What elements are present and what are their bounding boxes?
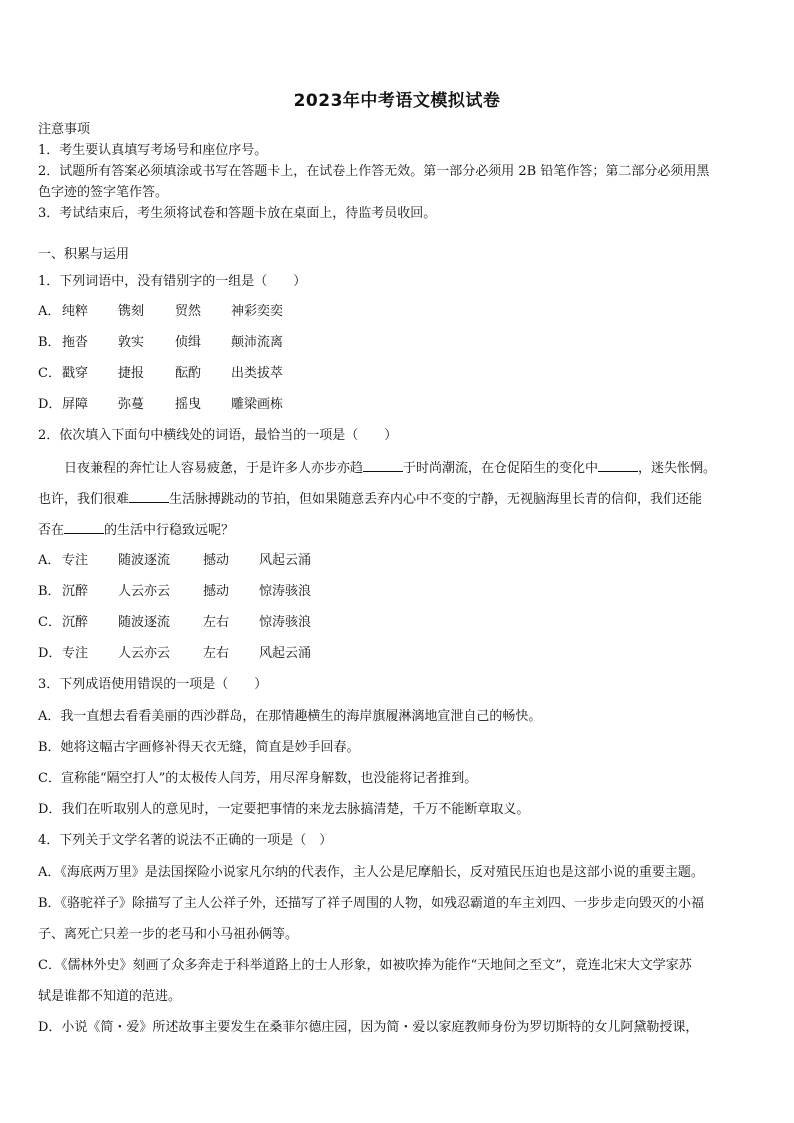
option-word: 屏障 xyxy=(62,397,89,412)
option-word: 镌刻 xyxy=(118,304,145,319)
section-heading: 一、积累与运用 xyxy=(38,247,130,262)
question-2-option-b xyxy=(38,583,758,601)
fill-blank xyxy=(64,521,104,534)
option-word: 专注 xyxy=(62,646,89,661)
passage-text: 生活脉搏跳动的节拍，但如果随意丢弃内心中不变的宁静，无视脑海里长青的信仰，我们还能 xyxy=(169,492,703,507)
option-word: 神彩奕奕 xyxy=(231,304,284,319)
option-word: 专注 xyxy=(62,553,89,568)
passage-text: 于时尚潮流，在仓促陌生的变化中 xyxy=(403,461,599,476)
question-2-option-d xyxy=(38,645,758,663)
question-3-option-b: B．她将这幅古字画修补得天衣无缝，简直是妙手回春。 xyxy=(38,740,360,755)
question-4-option-d: D．小说《简・爱》所述故事主要发生在桑菲尔德庄园，因为简・爱以家庭教师身份为罗切斯特的女儿阿黛勒授课， xyxy=(38,1020,699,1035)
question-2-passage xyxy=(64,459,758,478)
question-2-option-a xyxy=(38,552,758,570)
option-word: 左右 xyxy=(203,646,230,661)
notice-item: 3．考试结束后，考生须将试卷和答题卡放在桌面上，待监考员收回。 xyxy=(38,206,437,221)
passage-text: 日夜兼程的奔忙让人容易疲惫，于是许多人亦步亦趋 xyxy=(64,461,364,476)
option-word: 撼动 xyxy=(203,553,230,568)
question-3-option-a: A．我一直想去看看美丽的西沙群岛，在那情趣横生的海岸旗履淋漓地宣泄自己的畅快。 xyxy=(38,709,542,724)
option-word: 左右 xyxy=(203,615,230,630)
option-word: 侦缉 xyxy=(175,335,202,350)
notice-item: 色字迹的签字笔作答。 xyxy=(38,185,169,200)
question-2-stem: 2．依次填入下面句中横线处的词语，最恰当的一项是（ ） xyxy=(38,428,398,443)
question-4-option-b: B．《骆驼祥子》除描写了主人公祥子外，还描写了祥子周围的人物，如残忍霸道的车主刘四、一步步走向毁灭的小福 xyxy=(38,896,705,911)
passage-text: ，迷失怅惘。 xyxy=(638,461,717,476)
fill-blank xyxy=(598,459,638,472)
question-2-passage xyxy=(38,490,758,509)
question-1-option-c xyxy=(38,365,758,383)
option-label: D． xyxy=(38,646,62,661)
option-label: D． xyxy=(38,397,62,412)
question-4-stem: 4．下列关于文学名著的说法不正确的一项是（ ） xyxy=(38,833,333,848)
question-1-stem: 1．下列词语中，没有错别字的一组是（ ） xyxy=(38,274,307,289)
option-label: C． xyxy=(38,615,61,630)
option-word: 随波逐流 xyxy=(118,553,171,568)
question-3-option-d: D．我们在听取别人的意见时，一定要把事情的来龙去脉搞清楚，千万不能断章取义。 xyxy=(38,802,530,817)
option-word: 人云亦云 xyxy=(118,584,171,599)
option-word: 雕梁画栋 xyxy=(231,397,284,412)
option-label: B． xyxy=(38,335,61,350)
question-1-option-b xyxy=(38,334,758,352)
passage-text: 也许，我们很难 xyxy=(38,492,130,507)
option-word: 惊涛骇浪 xyxy=(259,584,312,599)
question-1-option-d xyxy=(38,396,758,414)
option-word: 颠沛流离 xyxy=(231,335,284,350)
option-label: B． xyxy=(38,584,61,599)
question-4-option-c: C．《儒林外史》刻画了众多奔走于科举道路上的士人形象，如被吹捧为能作“天地间之至文”，竟连北宋大文学家苏 xyxy=(38,958,692,973)
question-3-option-c: C．宣称能“隔空打人”的太极传人闫芳，用尽浑身解数，也没能将记者推到。 xyxy=(38,771,478,786)
passage-text: 否在 xyxy=(38,523,65,538)
question-4-option-a: A．《海底两万里》是法国探险小说家凡尔纳的代表作，主人公是尼摩船长，反对殖民压迫也是这部小说的重要主题。 xyxy=(38,865,704,880)
option-word: 弥蔓 xyxy=(118,397,145,412)
option-word: 撼动 xyxy=(203,584,230,599)
passage-text: 的生活中行稳致远呢？ xyxy=(104,523,235,538)
question-4-option-c-cont: 轼是谁都不知道的范进。 xyxy=(38,989,182,1004)
option-word: 贸然 xyxy=(175,304,202,319)
option-word: 纯粹 xyxy=(62,304,89,319)
fill-blank xyxy=(129,490,169,503)
notice-item: 2．试题所有答案必须填涂或书写在答题卡上，在试卷上作答无效。第一部分必须用 2B 铅笔作答；第二部分必须用黑 xyxy=(38,164,710,179)
notice-heading: 注意事项 xyxy=(38,122,91,137)
option-word: 拖沓 xyxy=(62,335,89,350)
question-3-stem: 3．下列成语使用错误的一项是（ ） xyxy=(38,677,268,692)
option-word: 沉醉 xyxy=(62,615,89,630)
option-word: 酝酌 xyxy=(175,366,202,381)
question-2-passage xyxy=(38,521,758,540)
option-word: 人云亦云 xyxy=(118,646,171,661)
option-word: 风起云涌 xyxy=(259,646,312,661)
option-word: 惊涛骇浪 xyxy=(259,615,312,630)
option-word: 敦实 xyxy=(118,335,145,350)
page-title: 2023年中考语文模拟试卷 xyxy=(293,91,501,111)
option-word: 随波逐流 xyxy=(118,615,171,630)
question-2-option-c xyxy=(38,614,758,632)
question-1-option-a xyxy=(38,303,758,321)
option-word: 戳穿 xyxy=(62,366,89,381)
fill-blank xyxy=(363,459,403,472)
option-word: 摇曳 xyxy=(175,397,202,412)
option-word: 捷报 xyxy=(118,366,145,381)
notice-item: 1．考生要认真填写考场号和座位序号。 xyxy=(38,143,268,158)
option-label: A． xyxy=(38,304,61,319)
option-label: C． xyxy=(38,366,61,381)
option-word: 风起云涌 xyxy=(259,553,312,568)
question-4-option-b-cont: 子、离死亡只差一步的老马和小马祖孙俩等。 xyxy=(38,927,299,942)
option-word: 沉醉 xyxy=(62,584,89,599)
option-label: A． xyxy=(38,553,61,568)
option-word: 出类拔萃 xyxy=(231,366,284,381)
